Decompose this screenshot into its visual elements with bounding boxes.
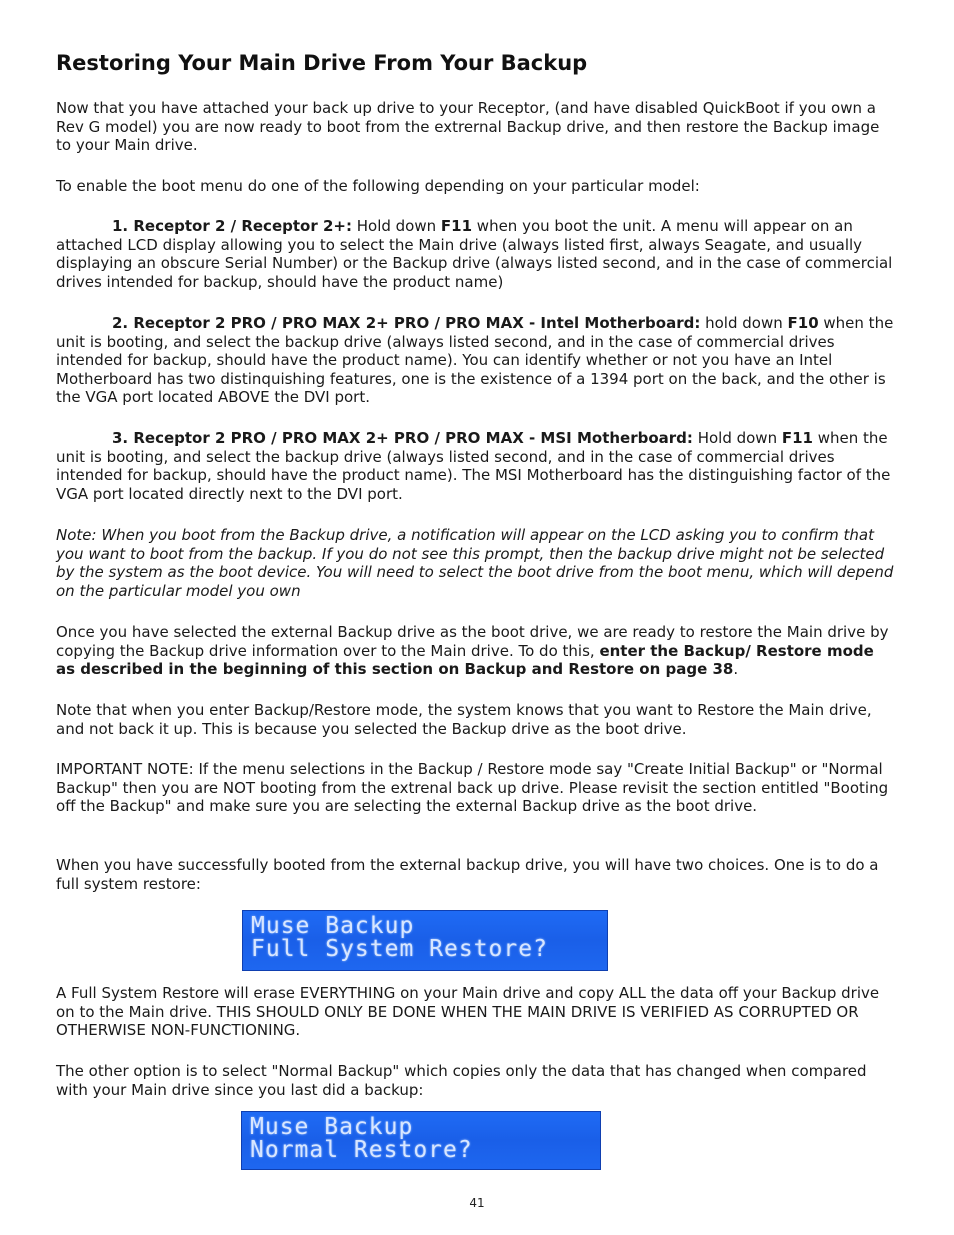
- model-item-3-label: 3. Receptor 2 PRO / PRO MAX 2+ PRO / PRO MAX - MSI Motherboard:: [112, 429, 693, 447]
- key-f11: F11: [440, 217, 473, 235]
- model-item-1-text-a: Hold down: [351, 217, 441, 235]
- model-item-2-text-a: hold down: [700, 314, 788, 332]
- model-item-3-text-a: Hold down: [692, 429, 782, 447]
- model-item-2: [56, 314, 896, 407]
- restore-text-b: .: [733, 660, 739, 679]
- page-title: Restoring Your Main Drive From Your Backup: [56, 51, 588, 75]
- important-note: IMPORTANT NOTE: If the menu selections in the Backup / Restore mode say "Create Initial Backup" or "Normal Backup" then you are NOT booting from the extrenal back up drive. Please revisit the section entitled "Booting off the Backup" and make sure you are selecting the external Backup drive as the boot drive.: [56, 760, 889, 816]
- restore-text-a: Once you have selected the external Backup drive as the boot drive, we are ready to restore the Main drive by copying the Backup drive information over to the Main drive. To do this,: [56, 623, 889, 660]
- model-item-2-label: 2. Receptor 2 PRO / PRO MAX 2+ PRO / PRO MAX - Intel Motherboard:: [112, 314, 701, 332]
- model-item-2-text-b: when the unit is booting, and select the backup drive (always listed second, and in the case of commercial drives intended for backup, should have the product name). You can identify whether or not you have an Intel Motherboard has two distinquishing features, one is the existence of a 1394 port on the back, and the other is the VGA port located ABOVE the DVI port.: [56, 314, 894, 407]
- model-item-3-text-b: when the unit is booting, and select the backup drive (always listed second, and in the case of commercial drives intended for backup, should have the product name). The MSI Motherboard has the distinguishing factor of the VGA port located directly next to the DVI port.: [56, 429, 891, 503]
- lcd-line-2: Full System Restore?: [251, 936, 548, 962]
- model-item-1-text-b: when you boot the unit. A menu will appear on an attached LCD display allowing you to select the Main drive (always listed first, always Seagate, and usually displaying an obscure Serial Number) or the Backup drive (always listed second, and in the case of commercial drives intended for backup, should have the product name): [56, 217, 893, 291]
- full-restore-paragraph: A Full System Restore will erase EVERYTHING on your Main drive and copy ALL the data off your Backup drive on to the Main drive. THIS SHOULD ONLY BE DONE WHEN THE MAIN DRIVE IS VERIFIED AS CORRUPTED OR OTHERWISE NON-FUNCTIONING.: [56, 984, 880, 1040]
- model-item-3: [56, 429, 896, 503]
- lcd-normal-restore-image: [241, 1111, 601, 1170]
- lcd-line-2: Normal Restore?: [250, 1137, 473, 1163]
- model-item-1: [56, 217, 896, 291]
- choices-paragraph: When you have successfully booted from the external backup drive, you will have two choices. One is to do a full system restore:: [56, 856, 879, 893]
- boot-note: Note: When you boot from the Backup drive, a notification will appear on the LCD asking you to confirm that you want to boot from the backup. If you do not see this prompt, then the backup drive might not be selected by the system as the boot device. You will need to select the boot drive from the boot menu, which will depend on the particular model you own: [56, 526, 894, 600]
- key-f10: F10: [787, 314, 819, 332]
- normal-backup-paragraph: The other option is to select "Normal Backup" which copies only the data that has changed when compared with your Main drive since you last did a backup:: [56, 1062, 867, 1099]
- restore-paragraph: [56, 623, 896, 679]
- page-number: 41: [469, 1196, 485, 1210]
- restore-instruction: enter the Backup/ Restore mode as described in the beginning of this section on Backup and Restore on page 38: [56, 641, 874, 679]
- lcd-full-restore-image: [242, 910, 608, 971]
- boot-menu-intro: To enable the boot menu do one of the following depending on your particular model:: [56, 177, 700, 195]
- intro-paragraph: Now that you have attached your back up drive to your Receptor, (and have disabled QuickBoot if you own a Rev G model) you are now ready to boot from the extrernal Backup drive, and then restore the Backup image to your Main drive.: [56, 99, 880, 155]
- lcd-line-1: Muse Backup: [250, 1114, 414, 1140]
- model-item-1-label: 1. Receptor 2 / Receptor 2+:: [112, 217, 352, 235]
- mode-paragraph: Note that when you enter Backup/Restore mode, the system knows that you want to Restore the Main drive, and not back it up. This is because you selected the Backup drive as the boot drive.: [56, 701, 872, 738]
- lcd-line-1: Muse Backup: [251, 913, 415, 939]
- key-f11-msi: F11: [781, 429, 813, 447]
